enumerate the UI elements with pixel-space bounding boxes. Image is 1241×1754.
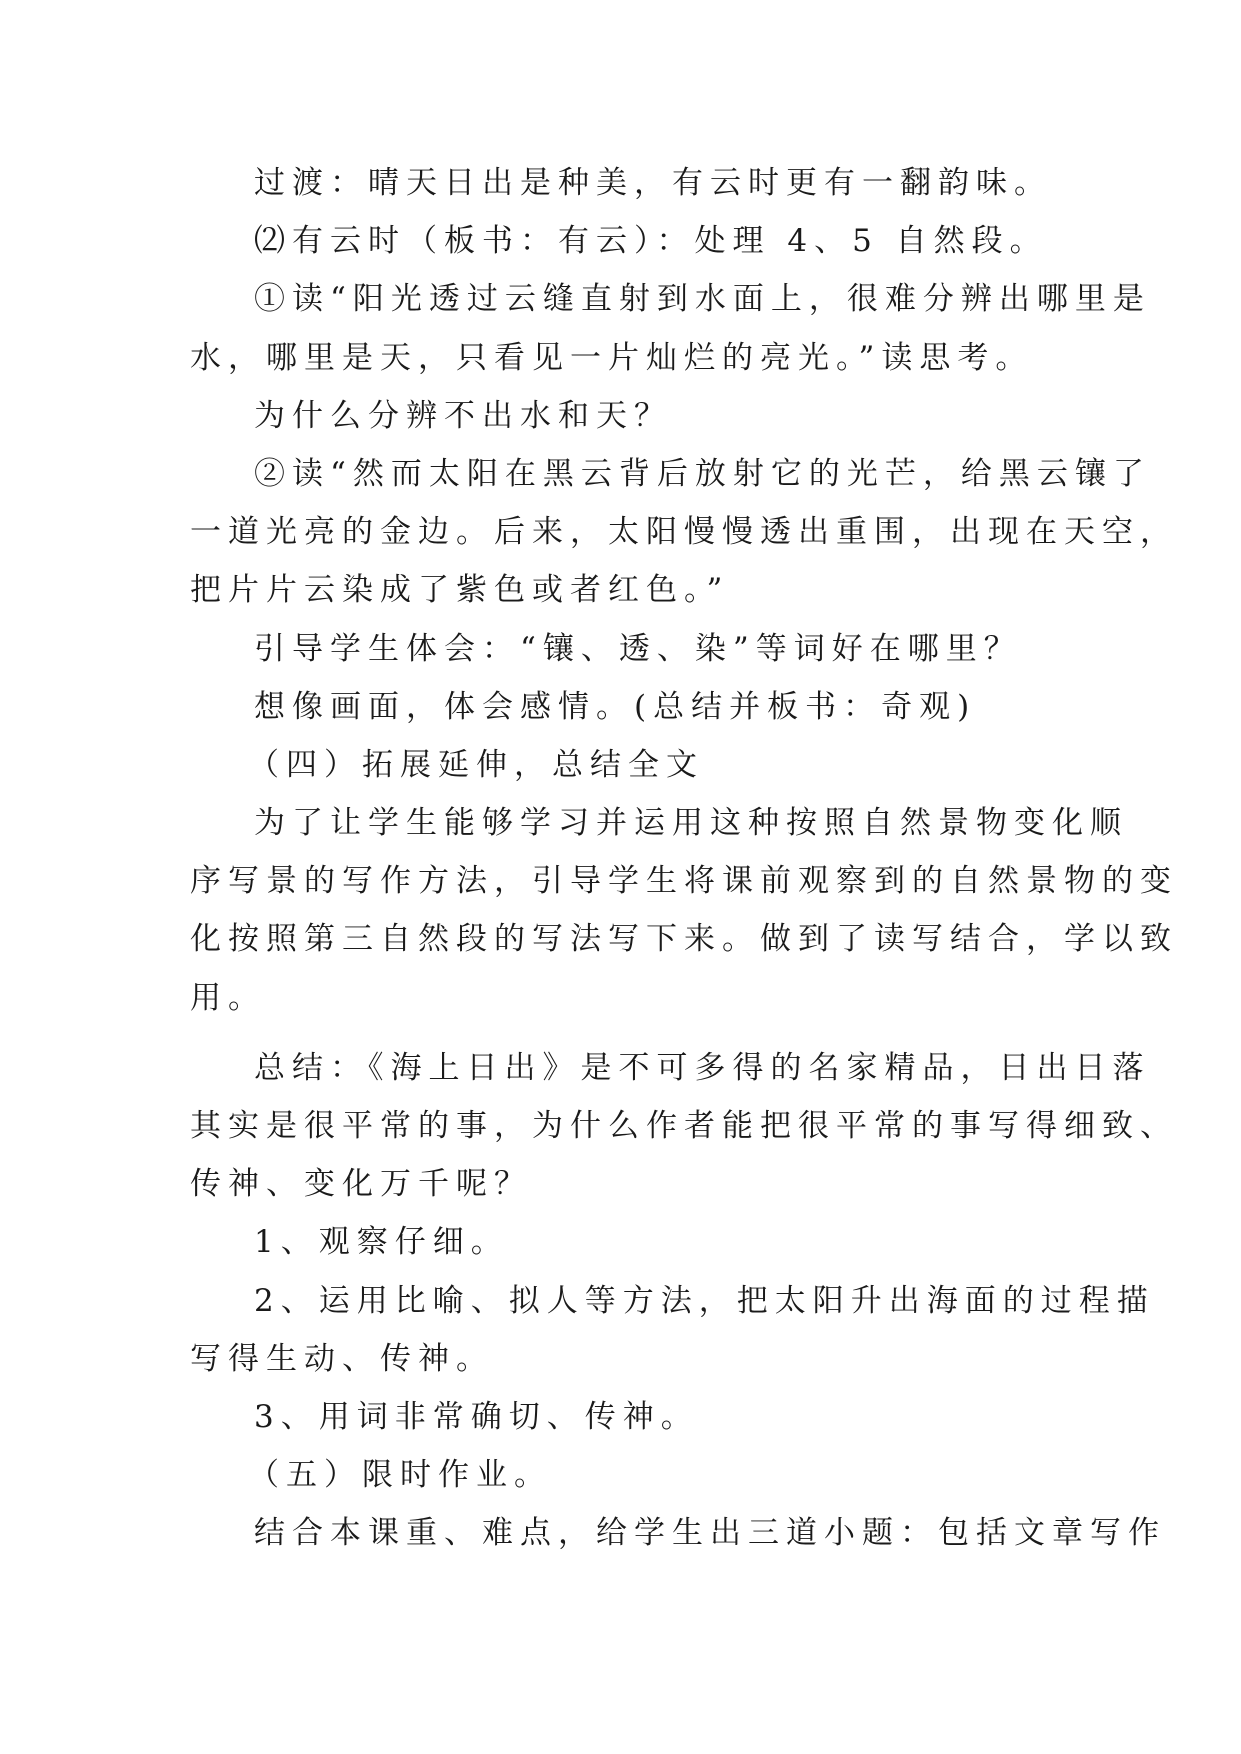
list-item-2: 2、运用比喻、拟人等方法，把太阳升出海面的过程描 xyxy=(254,1282,1155,1319)
paragraph-cloudy-heading: ⑵有云时（板书：有云）：处理 4、5 自然段。 xyxy=(254,223,1048,260)
paragraph-transition: 过渡：晴天日出是种美，有云时更有一翻韵味。 xyxy=(254,165,1052,201)
paragraph-extension-cont-2: 化按照第三自然段的写法写下来。做到了读写结合，学以致 xyxy=(190,921,1178,958)
paragraph-read-one-cont: 水，哪里是天，只看见一片灿烂的亮光。”读思考。 xyxy=(190,339,1034,376)
paragraph-imagine: 想像画面，体会感情。(总结并板书：奇观) xyxy=(254,688,977,725)
paragraph-extension: 为了让学生能够学习并运用这种按照自然景物变化顺 xyxy=(254,805,1128,842)
paragraph-read-two-cont-2: 把片片云染成了紫色或者红色。” xyxy=(190,572,730,609)
paragraph-summary-cont-2: 传神、变化万千呢？ xyxy=(190,1166,532,1203)
paragraph-read-two: ②读“然而太阳在黑云背后放射它的光芒，给黑云镶了 xyxy=(254,455,1151,492)
list-item-1: 1、观察仔细。 xyxy=(254,1224,509,1261)
list-item-3: 3、用词非常确切、传神。 xyxy=(254,1398,699,1435)
document-body xyxy=(190,154,1178,1563)
paragraph-summary: 总结：《海上日出》是不可多得的名家精品，日出日落 xyxy=(254,1049,1151,1086)
section-heading-four: （四）拓展延伸，总结全文 xyxy=(248,746,704,783)
paragraph-summary-cont-1: 其实是很平常的事，为什么作者能把很平常的事写得细致、 xyxy=(190,1108,1178,1144)
paragraph-guide: 引导学生体会：“镶、透、染”等词好在哪里？ xyxy=(254,630,1022,667)
paragraph-extension-cont-1: 序写景的写作方法，引导学生将课前观察到的自然景物的变 xyxy=(190,863,1178,900)
list-item-2-cont: 写得生动、传神。 xyxy=(190,1340,494,1377)
section-heading-five: （五）限时作业。 xyxy=(248,1457,552,1494)
paragraph-read-two-cont-1: 一道光亮的金边。后来，太阳慢慢透出重围，出现在天空， xyxy=(190,514,1178,551)
paragraph-question: 为什么分辨不出水和天？ xyxy=(254,397,672,434)
paragraph-extension-cont-3: 用。 xyxy=(190,979,266,1016)
paragraph-read-one: ①读“阳光透过云缝直射到水面上，很难分辨出哪里是 xyxy=(254,281,1151,318)
paragraph-homework: 结合本课重、难点，给学生出三道小题：包括文章写作 xyxy=(254,1515,1166,1552)
paragraph-gap xyxy=(190,1027,1070,1039)
